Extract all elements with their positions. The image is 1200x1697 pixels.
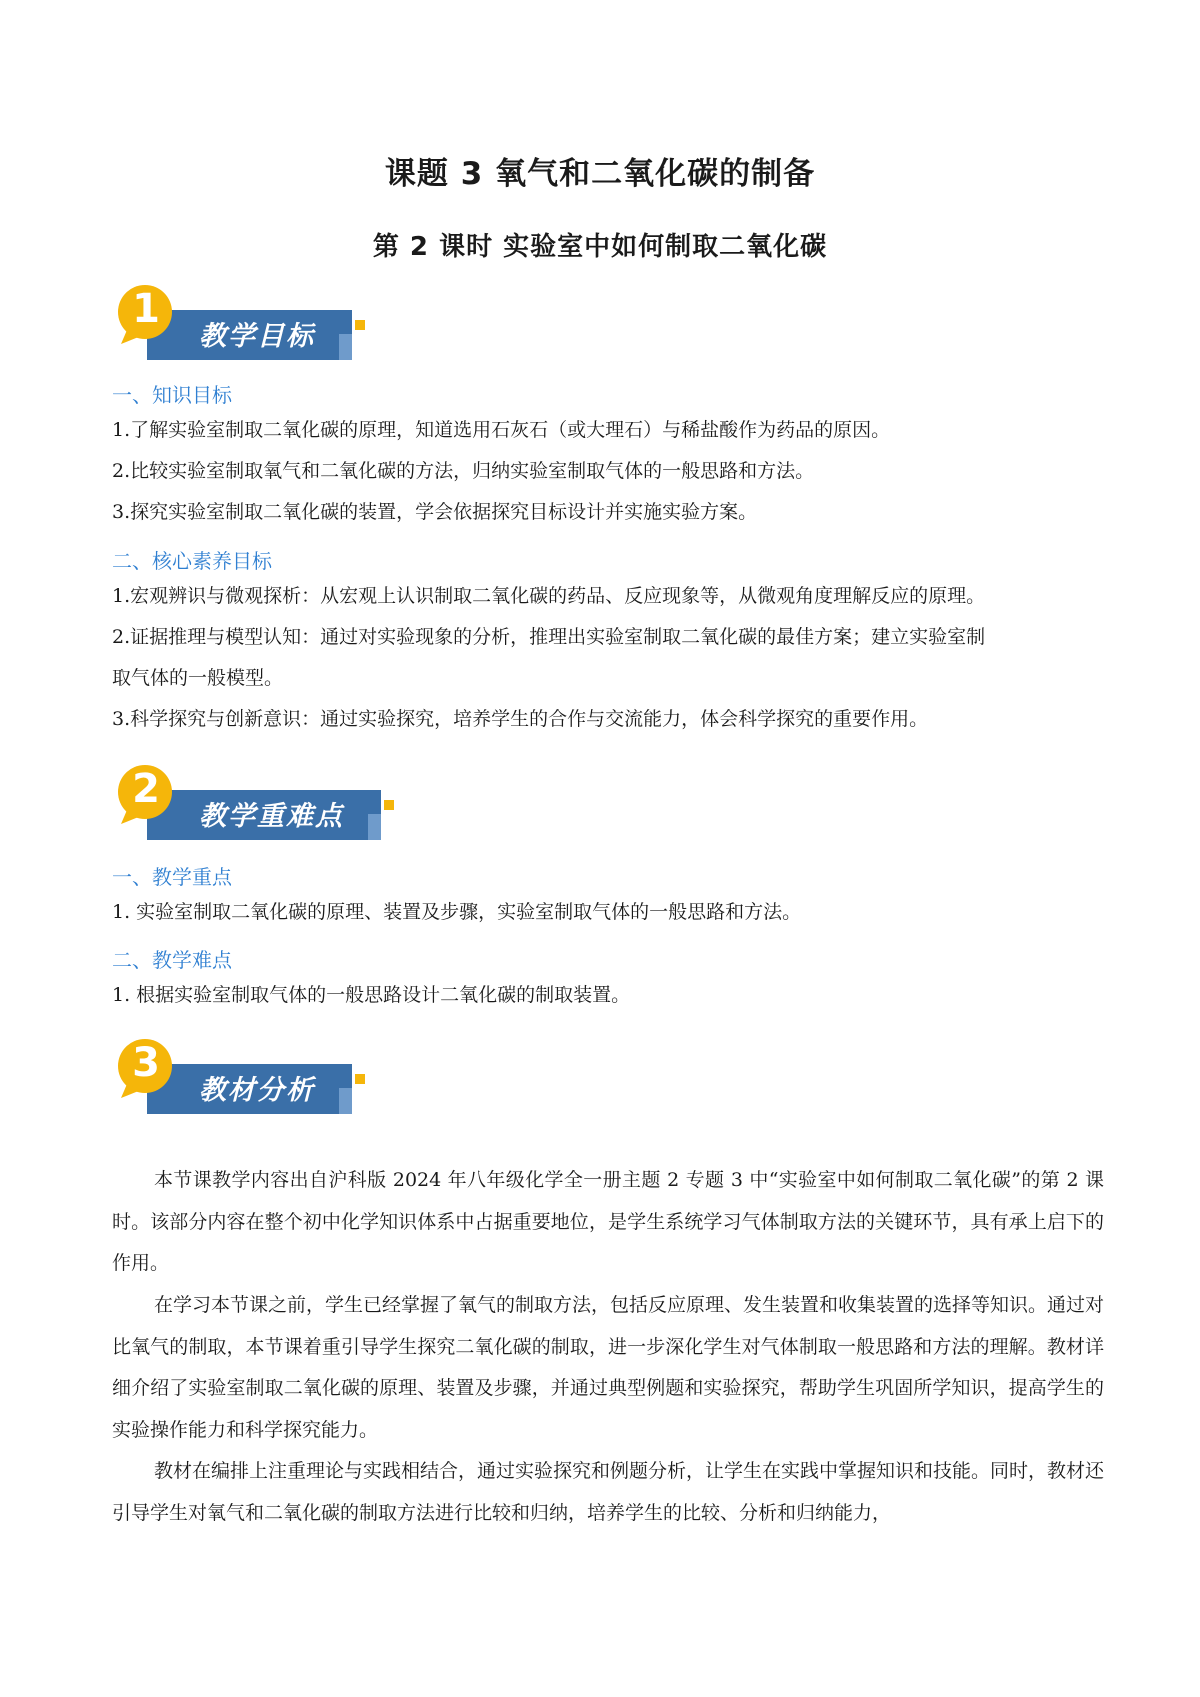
body-paragraph: 教材在编排上注重理论与实践相结合，通过实验探究和例题分析，让学生在实践中掌握知识和技能。同时，教材还引导学生对氧气和二氧化碳的制取方法进行比较和归纳，培养学生的比较、分析和归纳能力， xyxy=(112,1460,1105,1524)
section-banner-label: 教学目标 xyxy=(199,321,315,352)
body-paragraph: 在学习本节课之前，学生已经掌握了氧气的制取方法，包括反应原理、发生装置和收集装置的选择等知识。通过对比氧气的制取，本节课着重引导学生探究二氧化碳的制取，进一步深化学生对气体制取一般思路和方法的理解。教材详细介绍了实验室制取二氧化碳的原理、装置及步骤，并通过典型例题和实验探究，帮助学生巩固所学知识，提高学生的实验操作能力和科学探究能力。 xyxy=(112,1294,1105,1441)
subsection-heading: 一、教学重点 xyxy=(112,865,232,889)
section-banner-label: 教材分析 xyxy=(199,1075,315,1106)
section-1-banner xyxy=(115,284,405,362)
section-number-badge: 1 xyxy=(132,286,160,332)
list-item: 1. 根据实验室制取气体的一般思路设计二氧化碳的制取装置。 xyxy=(112,984,631,1006)
section-3-banner xyxy=(115,1038,405,1116)
body-paragraph: 本节课教学内容出自沪科版 2024 年八年级化学全一册主题 2 专题 3 中“实验室中如何制取二氧化碳”的第 2 课时。该部分内容在整个初中化学知识体系中占据重要地位，是学生系统学习气体制取方法的关键环节，具有承上启下的作用。 xyxy=(112,1169,1104,1274)
list-item: 1.宏观辨识与微观探析：从宏观上认识制取二氧化碳的药品、反应现象等，从微观角度理解反应的原理。 xyxy=(112,585,986,607)
list-item: 取气体的一般模型。 xyxy=(112,667,284,689)
section-banner-label: 教学重难点 xyxy=(199,801,344,832)
subsection-heading: 二、教学难点 xyxy=(112,948,232,972)
list-item: 1.了解实验室制取二氧化碳的原理，知道选用石灰石（或大理石）与稀盐酸作为药品的原因。 xyxy=(112,419,891,441)
lesson-subtitle: 第 2 课时 实验室中如何制取二氧化碳 xyxy=(372,232,828,262)
list-item: 1. 实验室制取二氧化碳的原理、装置及步骤，实验室制取气体的一般思路和方法。 xyxy=(112,901,802,923)
list-item: 3.探究实验室制取二氧化碳的装置，学会依据探究目标设计并实施实验方案。 xyxy=(112,501,758,523)
list-item: 2.证据推理与模型认知：通过对实验现象的分析，推理出实验室制取二氧化碳的最佳方案；建立实验室制 xyxy=(112,626,986,648)
list-item: 2.比较实验室制取氧气和二氧化碳的方法，归纳实验室制取气体的一般思路和方法。 xyxy=(112,460,815,482)
section-2-banner xyxy=(115,764,405,842)
subsection-heading: 一、知识目标 xyxy=(112,383,232,407)
list-item: 3.科学探究与创新意识：通过实验探究，培养学生的合作与交流能力，体会科学探究的重要作用。 xyxy=(112,708,929,730)
section-number-badge: 2 xyxy=(132,766,160,812)
document-title: 课题 3 氧气和二氧化碳的制备 xyxy=(384,156,816,192)
section-number-badge: 3 xyxy=(132,1040,160,1086)
subsection-heading: 二、核心素养目标 xyxy=(112,549,272,573)
